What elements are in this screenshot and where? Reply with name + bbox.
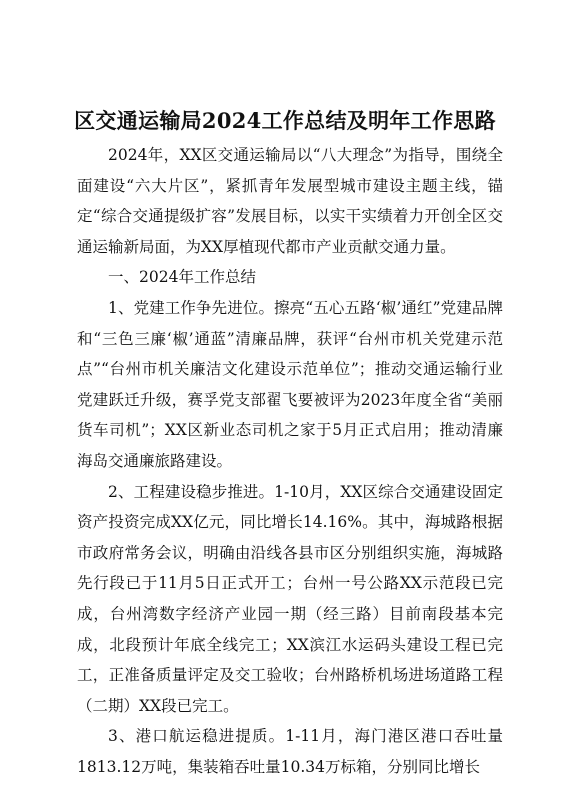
document-title: 区交通运输局2024工作总结及明年工作思路 xyxy=(74,108,496,133)
document-body xyxy=(77,140,503,782)
intro-paragraph: 2024年，XX区交通运输局以“八大理念”为指导，围绕全面建设“六大片区”，紧抓青年发展型城市建设主题主线，锚定“综合交通提级扩容”发展目标，以实干实绩着力开创全区交通运输新局面，为XX厚植现代都市产业贡献交通力量。 xyxy=(77,146,503,256)
item-party-building: 1、党建工作争先进位。擦亮“五心五路‘椒’通红”党建品牌和“三色三廉‘椒’通蓝”清廉品牌，获评“台州市机关党建示范点”“台州市机关廉洁文化建设示范单位”；推动交通运输行业党建跃迁升级，赛孚党支部翟飞要被评为2023年度全省“美丽货车司机”；XX区新业态司机之家于5月正式启用；推动清廉海岛交通廉旅路建设。 xyxy=(77,298,503,470)
item-port-shipping: 3、港口航运稳进提质。1-11月，海门港区港口吞吐量1813.12万吨，集装箱吞吐量10.34万标箱，分别同比增长 xyxy=(77,727,503,776)
item-engineering-construction: 2、工程建设稳步推进。1-10月，XX区综合交通建设固定资产投资完成XX亿元，同比增长14.16%。其中，海城路根据市政府常务会议，明确由沿线各县市区分别组织实施，海城路先行段已于11月5日正式开工；台州一号公路XX示范段已完成，台州湾数字经济产业园一期（经三路）目前南段基本完成，北段预计年底全线完工；XX滨江水运码头建设工程已完工，正准备质量评定及交工验收；台州路桥机场进场道路工程（二期）XX段已完工。 xyxy=(77,482,503,715)
section-heading-summary: 一、2024年工作总结 xyxy=(108,268,256,287)
